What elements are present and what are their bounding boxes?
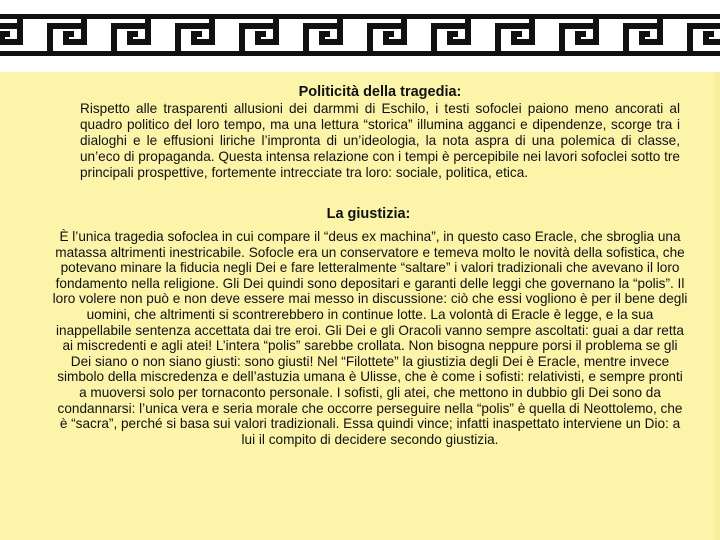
paragraph-politicita: Rispetto alle trasparenti allusioni dei darmmi di Eschilo, i testi sofoclei paiono meno ancorati al quadro politico del loro tempo, ma una lettura “storica” illumina agganci e dipendenze, scorge tra i dialoghi e le effusioni liriche l’impronta di un’ideologia, la nota aspra di una polemica di classe, un’eco di propaganda. Questa intensa relazione con i tempi è percepibile nei lavori sofoclei sotto tre principali prospettive, fortemente intrecciate tra loro: sociale, politica, etica. <box>80 101 680 180</box>
section-title-giustizia: La giustizia: <box>326 206 411 222</box>
section-title-politicita: Politicità della tragedia: <box>298 84 462 100</box>
paragraph-giustizia: È l’unica tragedia sofoclea in cui compare il “deus ex machina”, in questo caso Eracle, che sbroglia una matassa altrimenti inestricabile. Sofocle era un conservatore e temeva molto le novità della sofistica, che potevano minare la fiducia negli Dei e fare letteralmente “saltare” i valori tradizionali che avevano il loro fondamento nella religione. Gli Dei quindi sono depositari e garanti delle leggi che governano la “polis”. Il loro volere non può e non deve essere mai messo in discussione: ciò che essi vogliono è per il bene degli uomini, che altrimenti si scontrerebbero in continue lotte. La volontà di Eracle è legge, e la sua inappellabile sentenza accettata dai tre eroi. Gli Dei e gli Oracoli vanno sempre ascoltati: guai a dar retta ai miscredenti e agli atei! L’intera “polis” sarebbe crollata. Non bisogna neppure porsi il problema se gli Dei siano o non siano giusti: sono giusti! Nel “Filottete” la giustizia degli Dei è Eracle, mentre invece simbolo della miscredenza e dell’astuzia umana è Ulisse, che è come i sofisti: relativisti, e sempre pronti a muoversi solo per tornaconto personale. I sofisti, gli atei, che mettono in dubbio gli Dei sono da condannarsi: l’unica vera e seria morale che occorre perseguire nella “polis” è quella di Neottolemo, che è “sacra”, perché si basa sui valori tradizionali. Essa quindi vince; infatti inaspettato interviene un Dio: a lui il compito di decidere secondo giustizia. <box>52 229 688 447</box>
right-edge-strip <box>714 72 720 540</box>
greek-key-border <box>0 0 720 72</box>
meander-pattern-icon <box>0 0 720 72</box>
slide-content <box>0 72 720 540</box>
